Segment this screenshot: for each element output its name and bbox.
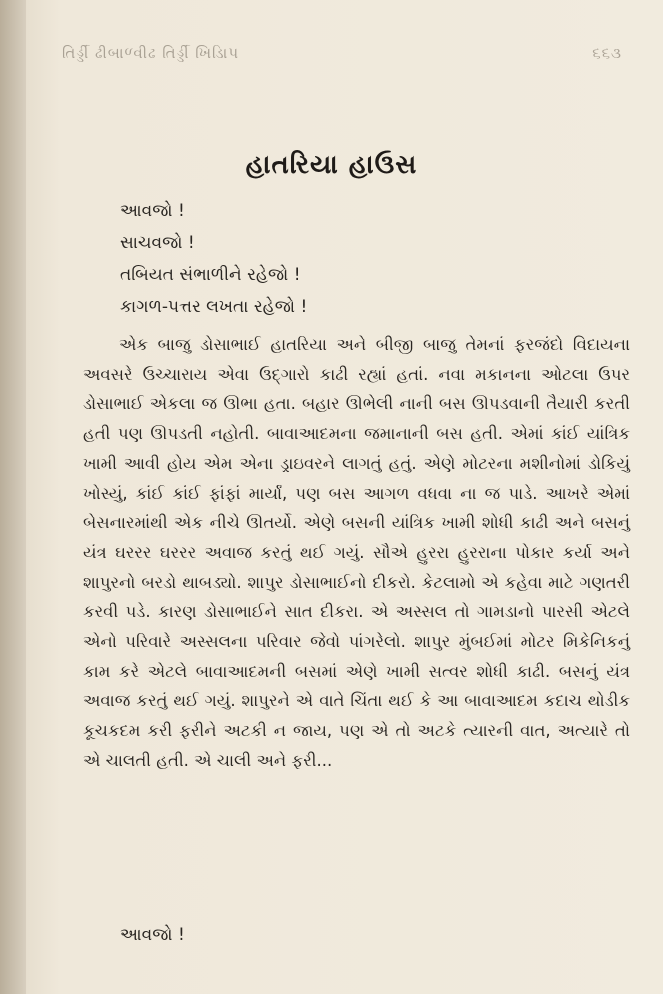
running-head-text: તિર્ડ્ડી ઢીબાળ્વીઢ તિર્ડ્ડી ખિડિાપ	[62, 44, 240, 62]
running-head	[62, 44, 622, 62]
page-number: ૬૬૩	[592, 44, 622, 62]
page-gutter	[0, 0, 26, 994]
body-paragraph: એક બાજુ ડોસાભાઈ હાતરિયા અને બીજી બાજુ તેમનાં ફરજંદો વિદાયના અવસરે ઉચ્ચારાય એવા ઉદ્ગારો કાઢી રહ્યાં હતાં. નવા મકાનના ઓટલા ઉપર ડોસાભાઈ એકલા જ ઊભા હતા. બહાર ઊભેલી નાની બસ ઊપડવાની તૈયારી કરતી હતી પણ ઊપડતી નહોતી. બાવાઆદમના જમાનાની બસ હતી. એમાં કાંઈ યાંત્રિક ખામી આવી હોય એમ એના ડ્રાઇવરને લાગતું હતું. એણે મોટરના મશીનોમાં ડોકિયું ખોસ્યું, કાંઈ કાંઈ ફાંફાં માર્યાં, પણ બસ આગળ વધવા ના જ પાડે. આખરે એમાં બેસનારમાંથી એક નીચે ઊતર્યો. એણે બસની યાંત્રિક ખામી શોધી કાઢી અને બસનું યંત્ર ઘરરર ઘરરર અવાજ કરતું થઈ ગયું. સૌએ હુરરા હુરરાના પોકાર કર્યા અને શાપુરનો બરડો થાબડ્યો. શાપુર ડોસાભાઈનો દીકરો. કેટલામો એ કહેવા માટે ગણતરી કરવી પડે. કારણ ડોસાભાઈને સાત દીકરા. એ અસ્સલ તો ગામડાનો પારસી એટલે એનો પરિવારે અસ્સલના પરિવાર જેવો પાંગરેલો. શાપુર મુંબઈમાં મોટર મિકેનિકનું કામ કરે એટલે બાવાઆદમની બસમાં એણે ખામી સત્વર શોધી કાઢી. બસનું યંત્ર અવાજ કરતું થઈ ગયું. શાપુરને એ વાતે ચિંતા થઈ કે આ બાવાઆદમ કદાચ થોડીક કૂચકદમ કરી ફરીને અટકી ન જાય, પણ એ તો અટકે ત્યારની વાત, અત્યારે તો એ ચાલતી હતી. એ ચાલી અને ફરી...	[83, 335, 630, 770]
farewell-line: તબિયત સંભાળીને રહેજો !	[120, 265, 301, 285]
farewell-line: આવજો !	[120, 201, 185, 221]
chapter-title: હાતરિયા હાઉસ	[245, 150, 418, 181]
closing-line: આવજો !	[120, 925, 185, 945]
farewell-line: કાગળ-પત્તર લખતા રહેજો !	[120, 297, 308, 317]
body-text	[83, 330, 630, 776]
farewell-line: સાચવજો !	[120, 233, 195, 253]
